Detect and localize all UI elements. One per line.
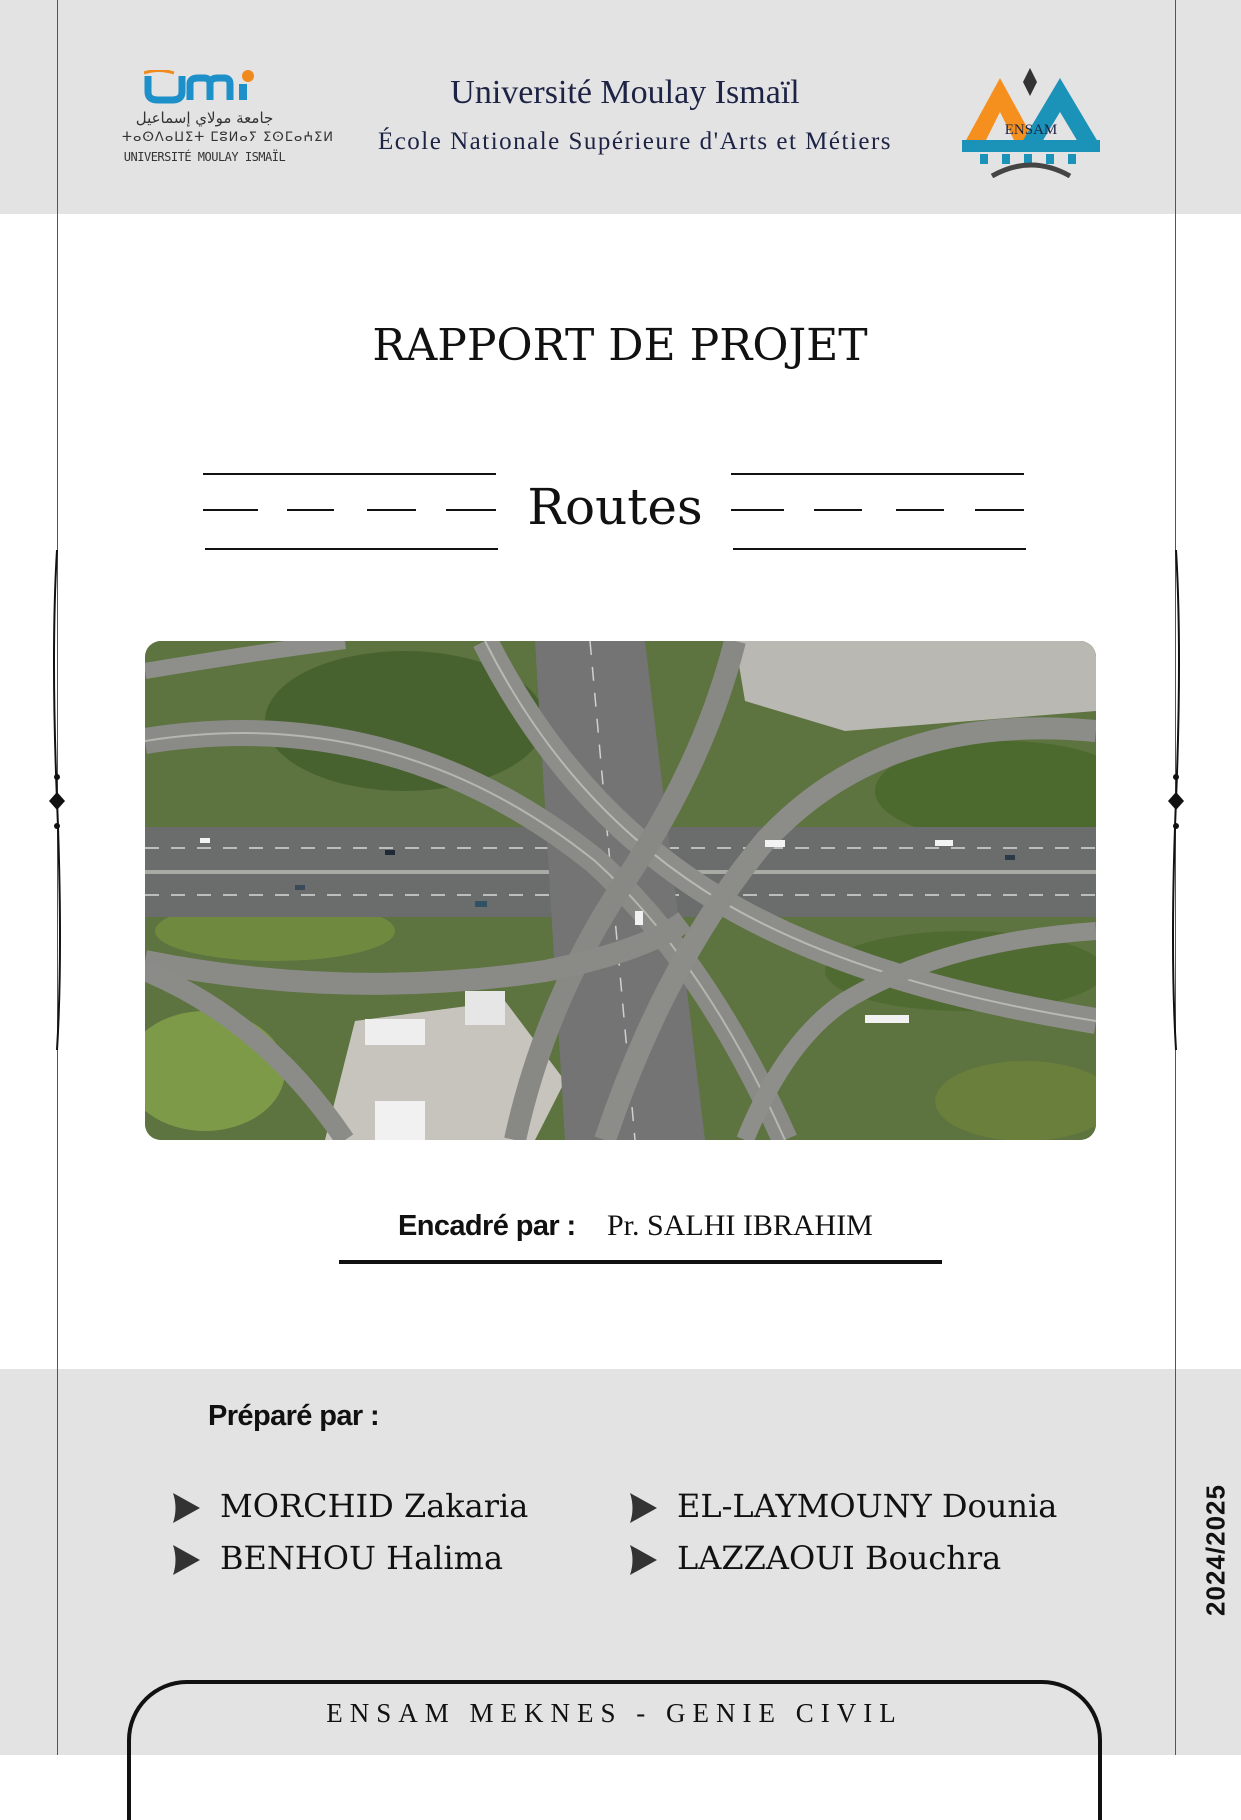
report-title: RAPPORT DE PROJET [372,320,868,371]
supervisor-label: Encadré par : [398,1210,576,1242]
school-name: École Nationale Supérieure d'Arts et Métiers [377,128,893,155]
play-arrow-icon [627,1491,659,1525]
play-arrow-icon [170,1491,202,1525]
umi-arabic-text: جامعة مولاي إسماعيل [135,109,274,127]
umi-french-text: UNIVERSITÉ MOULAY ISMAÏL [123,150,286,164]
right-road-lines-icon [730,465,1030,555]
umi-logo [122,70,335,175]
left-road-lines-icon [200,465,500,555]
right-ornament-icon [1166,550,1186,1050]
author-name: EL-LAYMOUNY Dounia [677,1487,1058,1525]
cover-photo [145,641,1096,1140]
author-name: MORCHID Zakaria [220,1487,529,1525]
academic-year: 2024/2025 [1200,1484,1231,1616]
left-ornament-icon [47,550,67,1050]
highway-interchange-photo-icon [145,641,1096,1140]
supervisor-name: Pr. SALHI IBRAHIM [607,1209,873,1242]
play-arrow-icon [627,1543,659,1577]
supervisor-underline [339,1260,942,1264]
author-name: LAZZAOUI Bouchra [677,1539,1002,1577]
umi-tifinagh-text: ⵜⴰⵙⴷⴰⵡⵉⵜ ⵎⵓⵍⴰⵢ ⵉⵙⵎⴰⵄⵉⵍ [122,130,335,145]
umi-logo-mark-icon [144,70,264,106]
ensam-logo-text: ENSAM [1004,122,1058,138]
ensam-logo-icon [960,68,1102,178]
prepared-label: Préparé par : [208,1400,380,1432]
play-arrow-icon [170,1543,202,1577]
university-name: Université Moulay Ismaïl [450,74,800,111]
author-name: BENHOU Halima [220,1539,504,1577]
footer-text: ENSAM MEKNES - GENIE CIVIL [326,1698,903,1728]
subject-title: Routes [527,478,703,536]
